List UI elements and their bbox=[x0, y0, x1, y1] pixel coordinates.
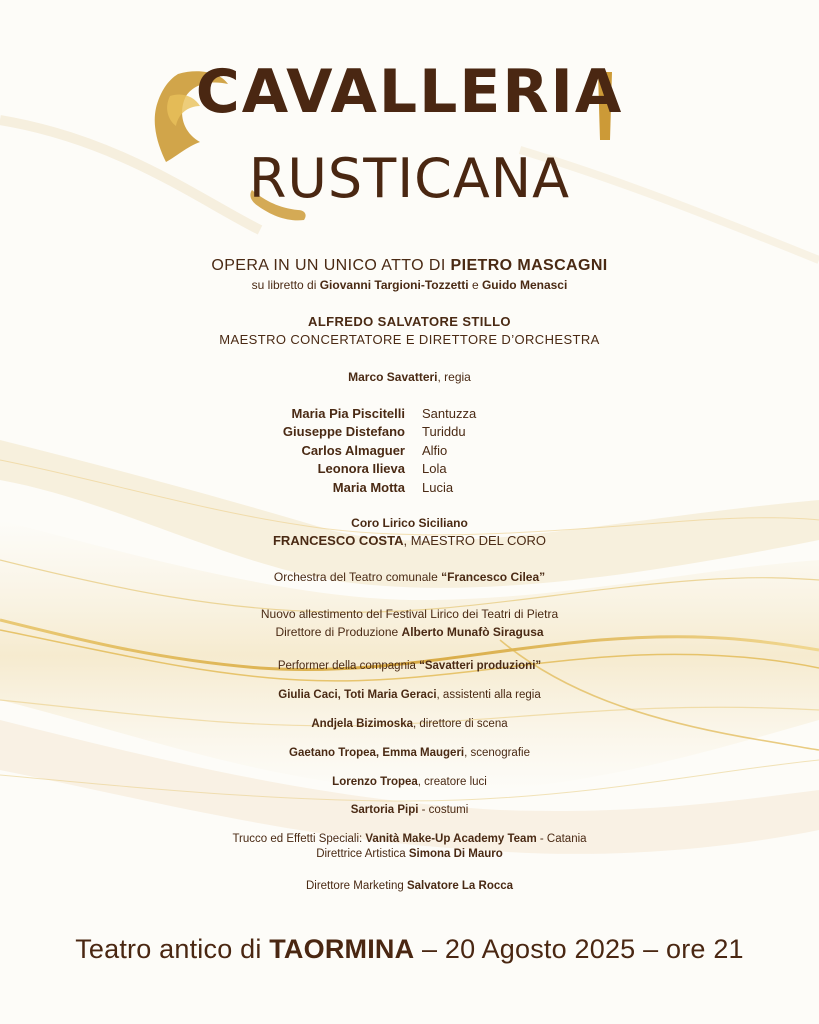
choir-master-line bbox=[0, 533, 819, 549]
cast-role-name: Alfio bbox=[422, 442, 448, 458]
libretto-and: e bbox=[468, 278, 482, 292]
director-role: , regia bbox=[437, 370, 471, 384]
subtitle-prefix: OPERA IN UN UNICO ATTO DI bbox=[211, 257, 451, 274]
conductor-role: MAESTRO CONCERTATORE E DIRETTORE D’ORCHESTRA bbox=[219, 332, 600, 347]
librettist-2: Guido Menasci bbox=[481, 278, 568, 292]
credit-line bbox=[0, 717, 819, 731]
cast-singer-name: Leonora Ilieva bbox=[317, 461, 405, 477]
credit-role: , scenografie bbox=[464, 747, 530, 759]
cast-role-name: Santuzza bbox=[422, 405, 477, 421]
production-director-line bbox=[0, 625, 819, 640]
credit-line bbox=[0, 775, 819, 789]
libretto-prefix: su libretto di bbox=[251, 278, 320, 292]
performers-prefix: Performer della compagnia bbox=[277, 660, 420, 672]
cast-row bbox=[0, 441, 819, 460]
libretto-line bbox=[0, 278, 819, 293]
choir-name: Coro Lirico Siciliano bbox=[351, 516, 468, 530]
credit-line bbox=[0, 688, 819, 702]
venue-city: TAORMINA bbox=[269, 934, 415, 964]
choir-master-name: FRANCESCO COSTA bbox=[272, 533, 404, 548]
marketing-name: Salvatore La Rocca bbox=[406, 880, 514, 892]
cast-role-name: Turiddu bbox=[422, 424, 466, 440]
production-line: Nuovo allestimento del Festival Lirico dei Teatri di Pietra bbox=[260, 607, 559, 621]
cast-row bbox=[0, 460, 819, 479]
production-director-prefix: Direttore di Produzione bbox=[275, 625, 402, 639]
marketing-prefix: Direttore Marketing bbox=[305, 880, 407, 892]
cast-row bbox=[0, 404, 819, 423]
orchestra-prefix: Orchestra del Teatro comunale bbox=[273, 570, 442, 584]
venue-prefix: Teatro antico di bbox=[75, 934, 270, 964]
cast-role-name: Lola bbox=[422, 461, 447, 477]
conductor-name: ALFREDO SALVATORE STILLO bbox=[308, 314, 511, 329]
venue-date-line bbox=[0, 934, 819, 965]
title-rusticana: RUSTICANA bbox=[248, 147, 571, 210]
credit-name: Gaetano Tropea, Emma Maugeri bbox=[289, 747, 465, 759]
performers-line bbox=[0, 659, 819, 673]
artistic-director-name: Simona Di Mauro bbox=[408, 848, 503, 860]
cast-list bbox=[0, 404, 819, 497]
title-cavalleria: CAVALLERIA bbox=[195, 57, 624, 127]
cast-singer-name: Carlos Almaguer bbox=[301, 442, 405, 458]
credit-role: , creatore luci bbox=[417, 776, 487, 788]
credit-name: Sartoria Pipi bbox=[350, 804, 419, 816]
librettist-1: Giovanni Targioni-Tozzetti bbox=[319, 278, 469, 292]
performers-name: “Savatteri produzioni” bbox=[419, 660, 542, 672]
composer-name: PIETRO MASCAGNI bbox=[450, 257, 608, 274]
cast-row bbox=[0, 478, 819, 497]
cast-row bbox=[0, 423, 819, 442]
makeup-line bbox=[0, 832, 819, 846]
production-director-name: Alberto Munafò Siragusa bbox=[401, 625, 544, 639]
marketing-line bbox=[0, 879, 819, 893]
cast-singer-name: Giuseppe Distefano bbox=[282, 424, 405, 440]
credit-line bbox=[0, 746, 819, 760]
credit-name: Lorenzo Tropea bbox=[332, 776, 418, 788]
credit-role: , direttore di scena bbox=[413, 718, 508, 730]
cast-singer-name: Maria Motta bbox=[332, 479, 405, 495]
credit-role: - costumi bbox=[418, 804, 469, 816]
orchestra-line bbox=[0, 570, 819, 585]
director-line bbox=[0, 370, 819, 385]
credit-name: Andjela Bizimoska bbox=[311, 718, 413, 730]
makeup-suffix: - Catania bbox=[536, 833, 587, 845]
orchestra-name: “Francesco Cilea” bbox=[441, 570, 546, 584]
artistic-director-prefix: Direttrice Artistica bbox=[316, 848, 409, 860]
artistic-director-line bbox=[0, 847, 819, 861]
cast-singer-name: Maria Pia Piscitelli bbox=[291, 405, 405, 421]
event-date-time: – 20 Agosto 2025 – ore 21 bbox=[414, 934, 744, 964]
credit-role: , assistenti alla regia bbox=[436, 689, 541, 701]
credit-name: Giulia Caci, Toti Maria Geraci bbox=[278, 689, 437, 701]
choir-master-role: , MAESTRO DEL CORO bbox=[403, 533, 547, 548]
cast-role-name: Lucia bbox=[422, 479, 454, 495]
credit-line bbox=[0, 803, 819, 817]
opera-subtitle bbox=[0, 256, 819, 276]
makeup-prefix: Trucco ed Effetti Speciali: bbox=[232, 833, 366, 845]
director-name: Marco Savatteri bbox=[348, 370, 438, 384]
makeup-name: Vanità Make-Up Academy Team bbox=[365, 833, 537, 845]
